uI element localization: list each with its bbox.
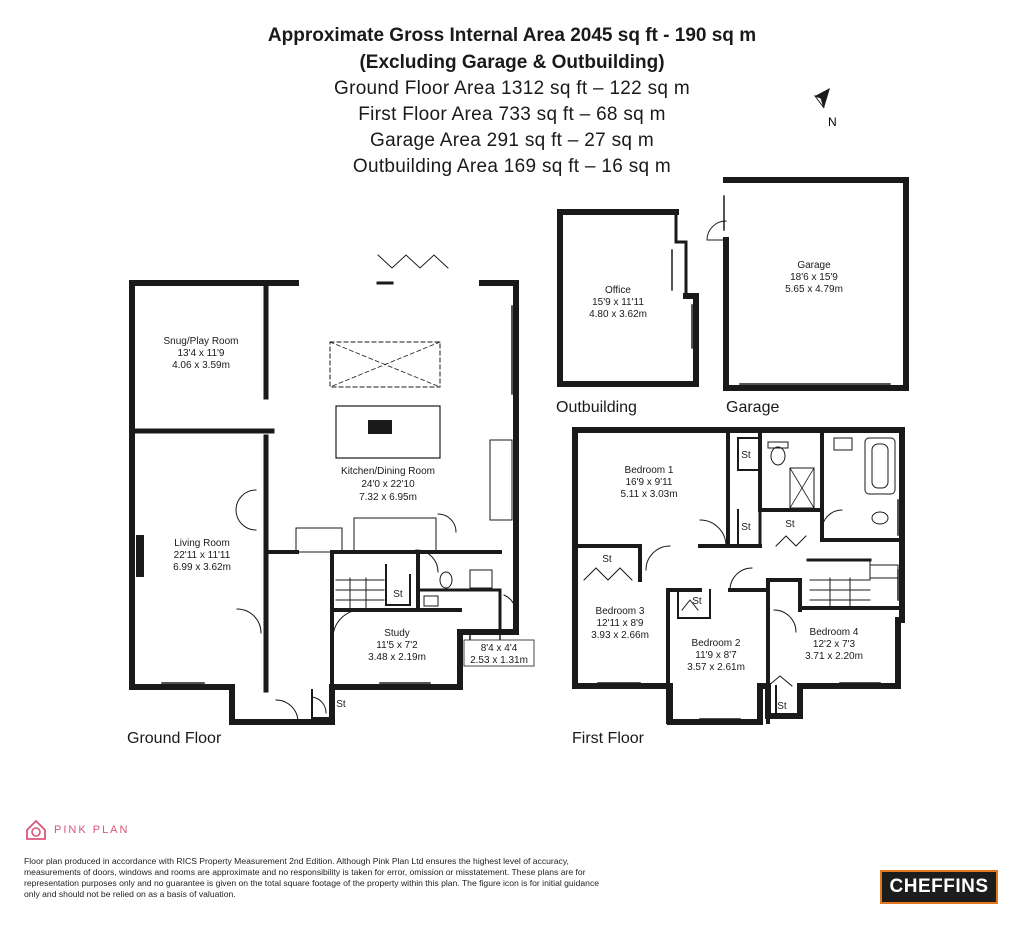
- bedroom3-imperial: 12'11 x 8'9: [596, 618, 644, 629]
- bedroom1-metric: 5.11 x 3.03m: [620, 489, 678, 500]
- bedroom2-name: Bedroom 2: [691, 638, 741, 649]
- compass-icon: [815, 88, 837, 129]
- pink-plan-logo-icon: [24, 818, 48, 842]
- total-area-title: Approximate Gross Internal Area 2045 sq ft - 190 sq m: [267, 25, 757, 46]
- ground-floor-walls: [132, 255, 516, 722]
- office-name: Office: [605, 285, 631, 296]
- ground-floor-area: Ground Floor Area 1312 sq ft – 122 sq m: [333, 78, 690, 99]
- outbuilding-area: Outbuilding Area 169 sq ft – 16 sq m: [352, 156, 672, 177]
- store-label: St: [692, 596, 702, 607]
- store-label: St: [741, 450, 751, 461]
- study-imperial: 11'5 x 7'2: [376, 640, 418, 651]
- cheffins-logo: CHEFFINS: [880, 870, 998, 904]
- garage-name: Garage: [797, 260, 831, 271]
- first-floor-label: First Floor: [572, 730, 644, 747]
- exclusion-note: (Excluding Garage & Outbuilding): [359, 52, 665, 73]
- pink-plan-logo: [24, 818, 129, 842]
- living-metric: 6.99 x 3.62m: [173, 562, 231, 573]
- bedroom2-imperial: 11'9 x 8'7: [695, 650, 737, 661]
- kitchen-metric: 7.32 x 6.95m: [359, 492, 417, 503]
- store-label: St: [785, 519, 795, 530]
- store-label: St: [336, 699, 346, 710]
- study-name: Study: [384, 628, 410, 639]
- store-label: St: [777, 701, 787, 712]
- bedroom2-metric: 3.57 x 2.61m: [687, 662, 745, 673]
- living-imperial: 22'11 x 11'11: [173, 550, 231, 561]
- snug-name: Snug/Play Room: [163, 336, 239, 347]
- disclaimer-text: Floor plan produced in accordance with RICS Property Measurement 2nd Edition. Although Pink Plan Ltd ensures the highest level of accuracy, measurements of doors, windows and rooms are approximate and no responsibility is taken for error, omission or misstatement. These plans are for representation purposes only and no guarantee is given on the total square footage of the property within this plan. The figure icon is for initial guidance only and should not be relied on as a basis of valuation.: [24, 856, 600, 899]
- office-metric: 4.80 x 3.62m: [589, 309, 647, 320]
- bedroom1-name: Bedroom 1: [624, 465, 674, 476]
- living-name: Living Room: [174, 538, 230, 549]
- snug-metric: 4.06 x 3.59m: [172, 360, 230, 371]
- utility-imperial: 8'4 x 4'4: [480, 643, 518, 654]
- kitchen-imperial: 24'0 x 22'10: [361, 479, 415, 490]
- office-imperial: 15'9 x 11'11: [592, 297, 644, 308]
- bedroom1-imperial: 16'9 x 9'11: [625, 477, 673, 488]
- ground-floor-label: Ground Floor: [127, 730, 222, 747]
- garage-area: Garage Area 291 sq ft – 27 sq m: [370, 130, 654, 151]
- outbuilding-label: Outbuilding: [556, 399, 637, 416]
- compass-north-label: N: [828, 115, 837, 129]
- store-label: St: [393, 589, 403, 600]
- bedroom4-name: Bedroom 4: [809, 627, 859, 638]
- utility-metric: 2.53 x 1.31m: [470, 655, 528, 666]
- garage-metric: 5.65 x 4.79m: [785, 284, 843, 295]
- garage-label: Garage: [726, 399, 780, 416]
- store-label: St: [602, 554, 612, 565]
- kitchen-name: Kitchen/Dining Room: [341, 466, 435, 477]
- bedroom3-metric: 3.93 x 2.66m: [591, 630, 649, 641]
- store-label: St: [741, 522, 751, 533]
- snug-imperial: 13'4 x 11'9: [177, 348, 225, 359]
- bedroom4-imperial: 12'2 x 7'3: [812, 639, 856, 650]
- first-floor-area: First Floor Area 733 sq ft – 68 sq m: [358, 104, 666, 125]
- bedroom3-name: Bedroom 3: [595, 606, 645, 617]
- garage-imperial: 18'6 x 15'9: [790, 272, 838, 283]
- bedroom4-metric: 3.71 x 2.20m: [805, 651, 863, 662]
- pink-plan-wordmark: PINK PLAN: [54, 824, 130, 836]
- study-metric: 3.48 x 2.19m: [368, 652, 426, 663]
